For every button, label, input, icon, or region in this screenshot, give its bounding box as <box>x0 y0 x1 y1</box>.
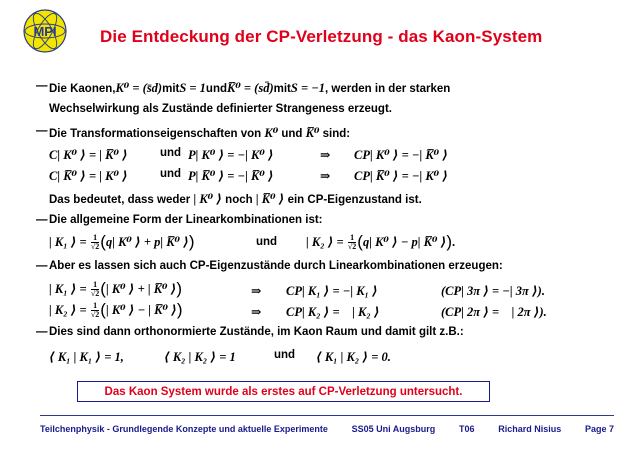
math: K̅⁰ = (sd̄) <box>227 81 274 95</box>
math: C| K̅⁰ ⟩ = | K⁰ ⟩ <box>49 169 128 183</box>
math: | K⁰ ⟩ <box>193 192 222 206</box>
highlight-note: Das Kaon System wurde als erstes auf CP-Verletzung untersucht. <box>77 381 490 402</box>
text: Das bedeutet, dass weder <box>49 194 194 206</box>
bullet-dash: — <box>36 214 48 226</box>
math: CP| K₁ ⟩ = −| K₁ ⟩ <box>286 284 378 298</box>
math: CP| K⁰ ⟩ = −| K̅⁰ ⟩ <box>354 148 448 162</box>
logo-text: MPI <box>33 24 57 39</box>
math: P| K̅⁰ ⟩ = −| K̅⁰ ⟩ <box>188 169 274 183</box>
bullet-dash: — <box>36 260 48 272</box>
math: P| K⁰ ⟩ = −| K⁰ ⟩ <box>188 148 274 162</box>
text: sind: <box>319 128 351 140</box>
mpi-logo <box>22 8 68 54</box>
line-strangeness: Wechselwirkung als Zustände definierter Strangeness erzeugt. <box>49 103 392 115</box>
text: und <box>160 168 182 180</box>
text: und <box>160 147 182 159</box>
bullet-dash: — <box>36 80 48 92</box>
math: q| K⁰ ⟩ − p| K̅⁰ ⟩ <box>362 235 447 249</box>
math: | K⁰ ⟩ + | K̅⁰ ⟩ <box>105 282 177 296</box>
math: | K₁ ⟩ = <box>49 235 87 249</box>
math: | K̅⁰ ⟩ <box>255 192 285 206</box>
slide: MPI Die Entdeckung der CP-Verletzung - das Kaon-System — Die Kaonen,K⁰ = (s̄d)mitS = 1undK̅⁰ = (sd̄)mitS = −1, werden in der starken Wechselwirkung als Zustände definierter Strangeness erzeugt. — Die Transformationseigenschaften von K⁰ und K̅⁰ sind: C| K⁰ ⟩ = | K̅⁰ ⟩ und P| K⁰ ⟩ = −| K⁰ ⟩ ⇒ CP| K⁰ ⟩ = −| K̅⁰ ⟩ C| K̅⁰ ⟩ = | K⁰ ⟩ und P| K̅⁰ ⟩ = −| K̅⁰ ⟩ ⇒ CP| K̅⁰ ⟩ = −| K⁰ ⟩ Das bedeutet, dass weder | K⁰ ⟩ noch | K̅⁰ ⟩ ein CP-Eigenzustand ist. — Die allgemeine Form der Linearkombinationen ist: | K₁ ⟩ = $\frac{1}{√2}$ (q| K⁰ ⟩ + p| K̅⁰ ⟩) und | K₂ ⟩ = $\frac{1}{√2}$ (q| K⁰ ⟩ − p| K̅⁰ ⟩). — Aber es lassen sich auch CP-Eigenzustände durch Linearkombinationen erzeugen: | K₁ ⟩ = $\frac{1}{√2}$ (| K⁰ ⟩ + | K̅⁰ ⟩) ⇒ CP| K₁ ⟩ = −| K₁ ⟩ (CP| 3π ⟩ = −| 3π ⟩). | K₂ ⟩ = $\frac{1}{√2}$ (| K⁰ ⟩ − | K̅⁰ ⟩) ⇒ CP| K₂ ⟩ = | K₂ ⟩ (CP| 2π ⟩ = | 2π ⟩). — Dies sind dann orthonormierte Zustände, im Kaon Raum und damit gilt z.B.: ⟨ K₁ | K₁ ⟩ = 1, ⟨ K₂ | K₂ ⟩ = 1 und ⟨ K₁ | K₂ ⟩ = 0. Das Kaon System wurde als erstes auf CP-Verletzung untersucht. Teilchenphysik - Grundlegende Konzepte und aktuelle Experimente SS05 Uni Augsburg T06 Richard Nisius Page 7 <box>0 0 631 459</box>
math: . <box>452 235 456 249</box>
math: CP| K₂ ⟩ = | K₂ ⟩ <box>286 305 380 319</box>
math: ⟨ K₁ | K₂ ⟩ = 0. <box>316 350 391 364</box>
math: ⟨ K₁ | K₁ ⟩ = 1, <box>49 350 124 364</box>
fraction: $\frac{1}{√2}$ <box>90 280 100 299</box>
text: noch <box>221 194 256 206</box>
math: ⇒ <box>251 305 262 319</box>
footer-author: Richard Nisius <box>498 424 562 434</box>
math: C| K⁰ ⟩ = | K̅⁰ ⟩ <box>49 148 128 162</box>
math: CP| K̅⁰ ⟩ = −| K⁰ ⟩ <box>354 169 448 183</box>
bullet-dash: — <box>36 125 48 137</box>
text: Die Transformationseigenschaften von <box>49 128 265 140</box>
text: und <box>278 128 306 140</box>
fraction: $\frac{1}{√2}$ <box>90 301 100 320</box>
math: (CP| 2π ⟩ = | 2π ⟩). <box>441 305 547 319</box>
math: ⇒ <box>251 284 262 298</box>
math: K⁰ = (s̄d) <box>115 81 163 95</box>
footer <box>40 424 614 434</box>
text: Dies sind dann orthonormierte Zustände, im Kaon Raum und damit gilt z.B.: <box>49 326 464 338</box>
line-not-eigenstate <box>49 191 422 207</box>
math: ⇒ <box>320 169 331 183</box>
math: K̅⁰ <box>305 126 320 140</box>
math: | K₂ ⟩ = <box>306 235 344 249</box>
math: ⟨ K₂ | K₂ ⟩ = 1 <box>164 350 236 364</box>
text: ein CP-Eigenzustand ist. <box>284 194 422 206</box>
fraction: $\frac{1}{√2}$ <box>347 233 357 252</box>
text: und <box>274 349 296 361</box>
math: (CP| 3π ⟩ = −| 3π ⟩). <box>441 284 545 298</box>
footer-divider <box>40 415 614 416</box>
text: und <box>205 83 227 95</box>
footer-term: SS05 Uni Augsburg <box>351 424 436 434</box>
math: q| K⁰ ⟩ + p| K̅⁰ ⟩ <box>105 235 189 249</box>
math: | K₂ ⟩ = <box>49 303 87 317</box>
slide-title: Die Entdeckung der CP-Verletzung - das Kaon-System <box>100 27 543 46</box>
footer-course: Teilchenphysik - Grundlegende Konzepte und aktuelle Experimente <box>40 424 328 434</box>
math: K⁰ <box>264 126 279 140</box>
math: S = −1 <box>290 81 326 95</box>
text: Aber es lassen sich auch CP-Eigenzustände durch Linearkombinationen erzeugen: <box>49 260 503 272</box>
text: mit <box>273 83 291 95</box>
math: ⇒ <box>320 148 331 162</box>
text: Die Kaonen, <box>49 83 116 95</box>
text: , werden in der starken <box>325 83 451 95</box>
math: S = 1 <box>179 81 206 95</box>
text: und <box>256 236 278 248</box>
footer-code: T06 <box>458 424 475 434</box>
footer-page: Page 7 <box>584 424 614 434</box>
fraction: $\frac{1}{√2}$ <box>90 233 100 252</box>
text: mit <box>162 83 180 95</box>
text: Die allgemeine Form der Linearkombinationen ist: <box>49 214 323 226</box>
math: | K⁰ ⟩ − | K̅⁰ ⟩ <box>105 303 177 317</box>
math: | K₁ ⟩ = <box>49 282 87 296</box>
bullet-dash: — <box>36 326 48 338</box>
